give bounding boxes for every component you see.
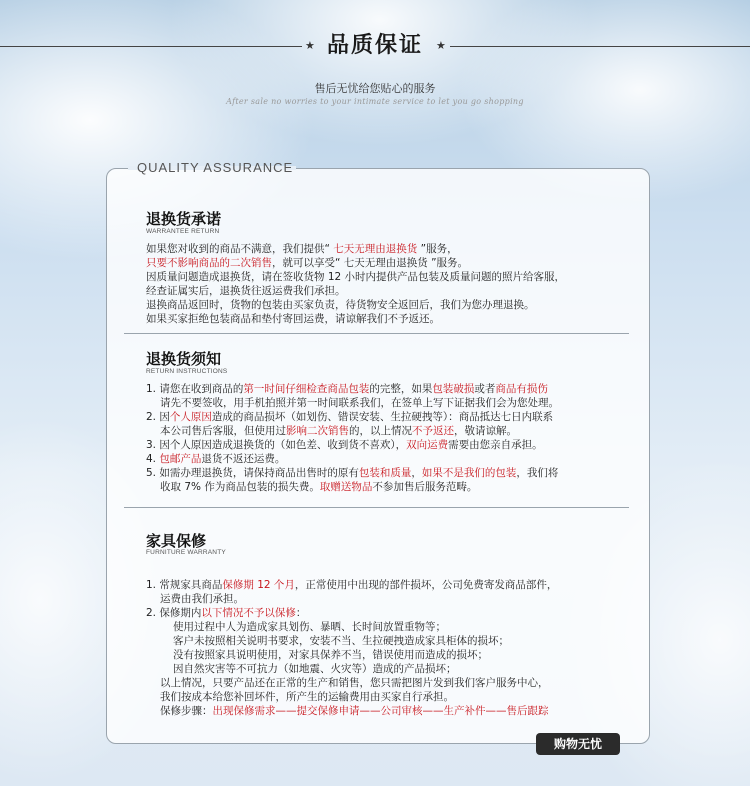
notice-item-3: [146, 438, 543, 452]
warranty-steps: [160, 704, 549, 718]
text: 4.: [146, 453, 160, 465]
section-subtitle-warranty: FURNITURE WARRANTY: [146, 549, 226, 556]
notice-item-5: [146, 466, 558, 480]
warranty-sub-1: 使用过程中人为造成家具划伤、暴晒、长时间放置重物等；: [173, 621, 446, 633]
exchange-line-1: [146, 242, 458, 256]
text: 1. 请您在收到商品的: [146, 383, 244, 395]
text: 造成的商品损坏（如划伤、错误安装、生拉硬拽等）：商品抵达七日内联系: [211, 411, 554, 423]
page-title: 品质保证: [326, 33, 423, 58]
text: 保修步骤：: [160, 705, 213, 717]
highlight: 商品有损伤: [495, 383, 548, 395]
panel-label: QUALITY ASSURANCE: [137, 160, 294, 175]
section-title-exchange: 退换货承诺: [146, 210, 222, 228]
text: ，: [411, 467, 422, 479]
text: 的，以上情况: [349, 425, 412, 437]
notice-item-4: [146, 452, 285, 466]
highlight: 包装破损: [432, 383, 475, 395]
text: 3. 因个人原因造成退换货的（如色差、收到货不喜欢），: [146, 439, 407, 451]
text: 5. 如需办理退换货，请保持商品出售时的原有: [146, 467, 359, 479]
highlight: 只要不影响商品的二次销售: [146, 257, 272, 269]
star-icon: ★: [305, 39, 315, 52]
text: 或者: [474, 383, 496, 395]
text: 2. 保修期内: [146, 607, 202, 619]
highlight: 包邮产品: [159, 453, 202, 465]
warranty-note-2: 我们按成本给您补回坏件，所产生的运输费用由买家自行承担。: [160, 691, 454, 703]
highlight: 包装和质量: [358, 467, 412, 479]
highlight: 保修期 12 个月: [222, 579, 295, 591]
highlight: 以下情况不予以保修: [201, 607, 296, 619]
text: 收取 7% 作为商品包装的损失费。: [160, 481, 320, 493]
highlight: 出现保修需求——提交保修申请——公司审核——生产补件——售后跟踪: [212, 705, 549, 717]
text: ，就可以享受“ 七天无理由退换货 ”服务。: [272, 257, 469, 269]
highlight: 如果不是我们的包装: [421, 467, 517, 479]
page-subtitle: 售后无忧给您贴心的服务: [314, 82, 436, 95]
notice-item-2: [146, 410, 553, 424]
text: ，我们将: [516, 467, 559, 479]
text: 如果您对收到的商品不满意，我们提供“: [146, 243, 330, 255]
section-divider: [124, 507, 629, 508]
highlight: 不予返还: [412, 425, 454, 437]
section-divider: [124, 333, 629, 334]
warranty-item-1: [146, 578, 557, 592]
text: 的完整，如果: [369, 383, 433, 395]
text: 2. 因: [146, 411, 170, 423]
highlight: 取赠送物品: [319, 481, 373, 493]
text: ”服务，: [420, 243, 458, 255]
highlight: 个人原因: [169, 411, 212, 423]
text: 1. 常规家具商品: [146, 579, 223, 591]
shopping-worry-free-badge: 购物无忧: [536, 733, 620, 755]
section-subtitle-notice: RETURN INSTRUCTIONS: [146, 368, 228, 375]
text: 退货不返还运费。: [201, 453, 286, 465]
text: 本公司售后客服，但使用过: [160, 425, 286, 437]
section-title-warranty: 家具保修: [146, 532, 207, 550]
section-title-notice: 退换货须知: [146, 350, 222, 368]
text: 不参加售后服务范畴。: [372, 481, 478, 493]
text: ：: [295, 607, 307, 619]
exchange-line-4: 经查证属实后，退换货往返运费我们承担。: [146, 285, 346, 297]
warranty-sub-3: 没有按照家具说明使用，对家具保养不当，错误使用而造成的损坏；: [173, 649, 488, 661]
header-line-right: [450, 46, 750, 47]
exchange-line-3: 因质量问题造成退换货，请在签收货物 12 小时内提供产品包装及质量问题的照片给客服，: [146, 271, 566, 283]
highlight: 第一时间仔细检查商品包装: [243, 383, 370, 395]
text: ，正常使用中出现的部件损坏，公司免费寄发商品部件，: [294, 579, 558, 591]
highlight: 影响二次销售: [286, 425, 349, 437]
exchange-line-2: [146, 256, 468, 270]
warranty-sub-4: 因自然灾害等不可抗力（如地震、火灾等）造成的产品损坏；: [173, 663, 457, 675]
warranty-item-1-cont: 运费由我们承担。: [160, 593, 244, 605]
page-subtitle-en: After sale no worries to your intimate service to let you go shopping: [226, 97, 524, 106]
exchange-line-5: 退换商品返回时，货物的包装由买家负责，待货物安全返回后，我们为您办理退换。: [146, 299, 535, 311]
notice-item-1: [146, 382, 548, 396]
highlight: 七天无理由退换货: [329, 243, 421, 255]
exchange-line-6: 如果买家拒绝包装商品和垫付寄回运费，请谅解我们不予返还。: [146, 313, 440, 325]
text: ，敬请谅解。: [454, 425, 517, 437]
notice-item-1-cont: 请先不要签收，用手机拍照并第一时间联系我们，在签单上写下证据我们会为您处理。: [160, 397, 559, 409]
warranty-item-2: [146, 606, 306, 620]
highlight: 双向运费: [406, 439, 449, 451]
warranty-note-1: 以上情况，只要产品还在正常的生产和销售，您只需把图片发到我们客户服务中心，: [160, 677, 549, 689]
text: 需要由您亲自承担。: [448, 439, 543, 451]
warranty-sub-2: 客户未按照相关说明书要求，安装不当、生拉硬拽造成家具柜体的损坏；: [173, 635, 509, 647]
star-icon: ★: [436, 39, 446, 52]
section-subtitle-exchange: WARRANTEE RETURN: [146, 228, 220, 235]
notice-item-2-cont: [160, 424, 517, 438]
notice-item-5-cont: [160, 480, 477, 494]
